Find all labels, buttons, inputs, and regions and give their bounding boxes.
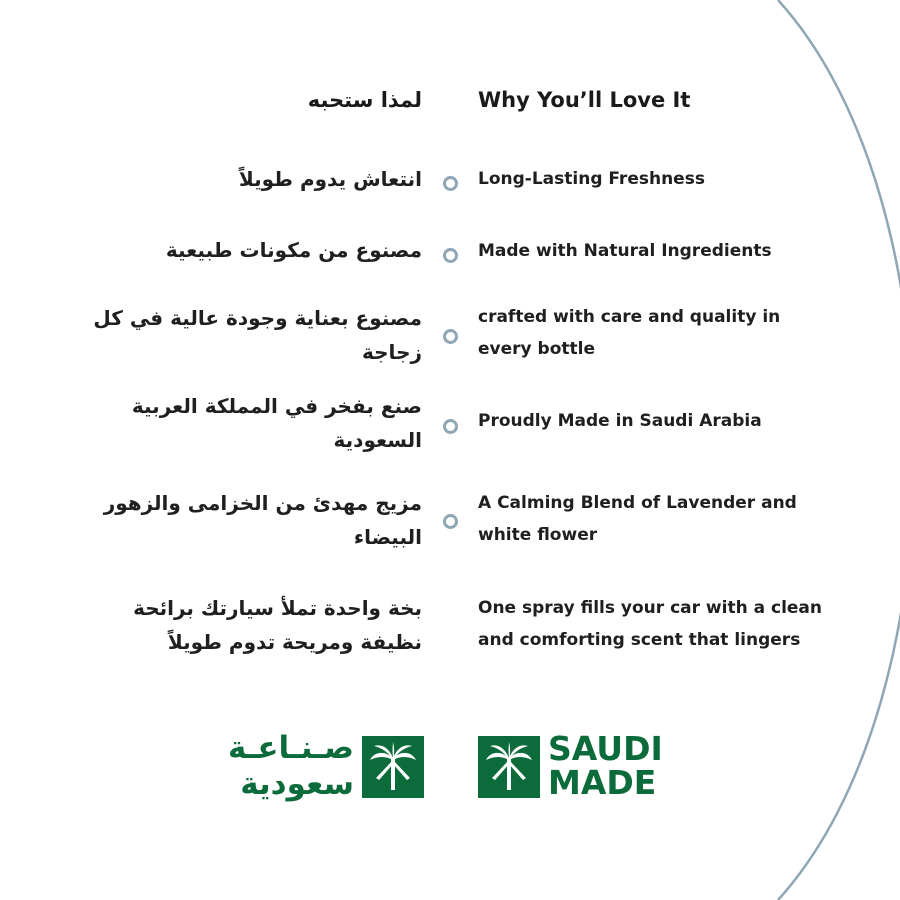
bullet-icon	[443, 176, 458, 191]
palm-tree-icon	[362, 736, 424, 798]
feature-english: Made with Natural Ingredients	[478, 241, 772, 261]
logo-arabic-text	[228, 730, 354, 802]
logo-english-line1: SAUDI	[548, 729, 663, 768]
feature-arabic: مزيج مهدئ من الخزامى والزهور البيضاء	[103, 491, 422, 549]
feature-arabic: بخة واحدة تملأ سيارتك برائحة نظيفة ومريحة تدوم طويلاً	[133, 596, 422, 654]
saudi-made-logo-arabic	[216, 730, 424, 802]
heading-arabic: لمذا ستحبه	[307, 88, 422, 112]
palm-tree-icon	[478, 736, 540, 798]
feature-arabic: صنع بفخر في المملكة العربية السعودية	[131, 394, 422, 452]
feature-english: Proudly Made in Saudi Arabia	[478, 411, 762, 431]
feature-english: crafted with care and quality in every bottle	[478, 307, 781, 359]
bullet-icon	[443, 248, 458, 263]
feature-arabic: انتعاش يدوم طويلاً	[238, 167, 422, 191]
feature-arabic: مصنوع بعناية وجودة عالية في كل زجاجة	[93, 306, 422, 364]
bullet-icon	[443, 514, 458, 529]
feature-english: Long-Lasting Freshness	[478, 169, 705, 189]
heading-english: Why You’ll Love It	[478, 88, 691, 112]
feature-english: One spray fills your car with a clean and comforting scent that lingers	[478, 598, 823, 650]
logo-english-line2: MADE	[548, 763, 657, 802]
bullet-icon	[443, 329, 458, 344]
logo-arabic-line2: سعودية	[240, 766, 354, 802]
bullet-icon	[443, 419, 458, 434]
saudi-made-logo-english	[478, 729, 668, 802]
feature-arabic: مصنوع من مكونات طبيعية	[165, 238, 422, 262]
logo-english-text	[548, 729, 663, 802]
logo-arabic-line1: صـنـاعـة	[227, 730, 354, 766]
feature-english: A Calming Blend of Lavender and white flower	[478, 493, 797, 545]
